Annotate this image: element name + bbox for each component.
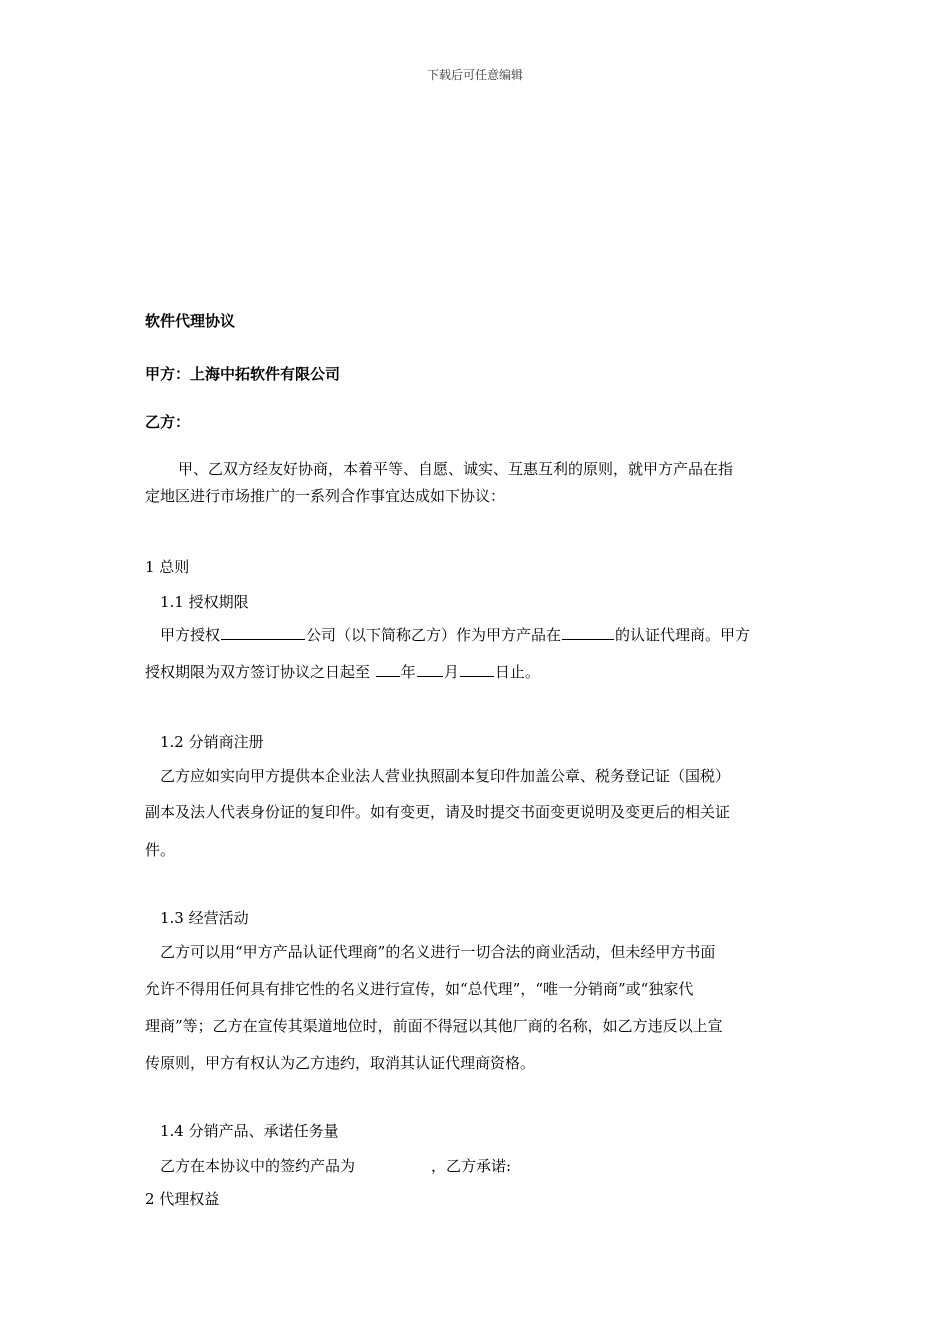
section-1-2-line-2: 副本及法人代表身份证的复印件。如有变更，请及时提交书面变更说明及变更后的相关证 — [145, 803, 731, 821]
section-1-2-heading: 1.2 分销商注册 — [160, 733, 264, 751]
section-1-3-line-2: 允许不得用任何具有排它性的名义进行宣传，如“总代理”，“唯一分销商”或“独家代 — [145, 980, 694, 998]
section-1-4-heading: 1.4 分销产品、承诺任务量 — [160, 1122, 339, 1140]
section-1-heading: 1 总则 — [145, 558, 190, 576]
section-2-heading: 2 代理权益 — [145, 1190, 220, 1208]
blank-day[interactable] — [460, 662, 494, 677]
blank-company[interactable] — [221, 625, 305, 640]
section-1-3-line-1: 乙方可以用“甲方产品认证代理商”的名义进行一切合法的商业活动，但未经甲方书面 — [160, 943, 716, 961]
blank-year[interactable] — [376, 662, 400, 677]
text: 年 — [400, 663, 416, 681]
text: 日止。 — [494, 663, 540, 681]
section-1-1-line-1 — [160, 624, 750, 645]
text: 甲方授权 — [160, 626, 221, 644]
document-title: 软件代理协议 — [145, 312, 236, 330]
intro-line-2: 定地区进行市场推广的一系列合作事宜达成如下协议： — [145, 487, 506, 505]
text: 的认证代理商。甲方 — [615, 626, 751, 644]
text: 授权期限为双方签订协议之日起至 — [145, 663, 371, 681]
blank-month[interactable] — [417, 662, 443, 677]
section-1-3-line-3: 理商”等；乙方在宣传其渠道地位时，前面不得冠以其他厂商的名称，如乙方违反以上宣 — [145, 1017, 723, 1035]
blank-region[interactable] — [562, 625, 614, 640]
text: ，乙方承诺: — [431, 1157, 512, 1175]
section-1-2-line-3: 件。 — [145, 841, 176, 859]
page-header-note: 下载后可任意编辑 — [426, 68, 523, 82]
section-1-1-line-2 — [145, 661, 540, 682]
intro-line-1: 甲、乙双方经友好协商，本着平等、自愿、诚实、互惠互利的原则，就甲方产品在指 — [178, 460, 734, 478]
text: 公司（以下简称乙方）作为甲方产品在 — [306, 626, 562, 644]
section-1-4-line-1 — [160, 1155, 511, 1176]
party-b: 乙方： — [145, 413, 191, 431]
section-1-2-line-1: 乙方应如实向甲方提供本企业法人营业执照副本复印件加盖公章、税务登记证（国税） — [160, 767, 731, 785]
text: 月 — [443, 663, 459, 681]
section-1-1-heading: 1.1 授权期限 — [160, 593, 249, 611]
section-1-3-line-4: 传原则，甲方有权认为乙方违约，取消其认证代理商资格。 — [145, 1054, 536, 1072]
party-a: 甲方：上海中拓软件有限公司 — [145, 365, 341, 383]
section-1-3-heading: 1.3 经营活动 — [160, 909, 249, 927]
text: 乙方在本协议中的签约产品为 — [160, 1157, 356, 1175]
